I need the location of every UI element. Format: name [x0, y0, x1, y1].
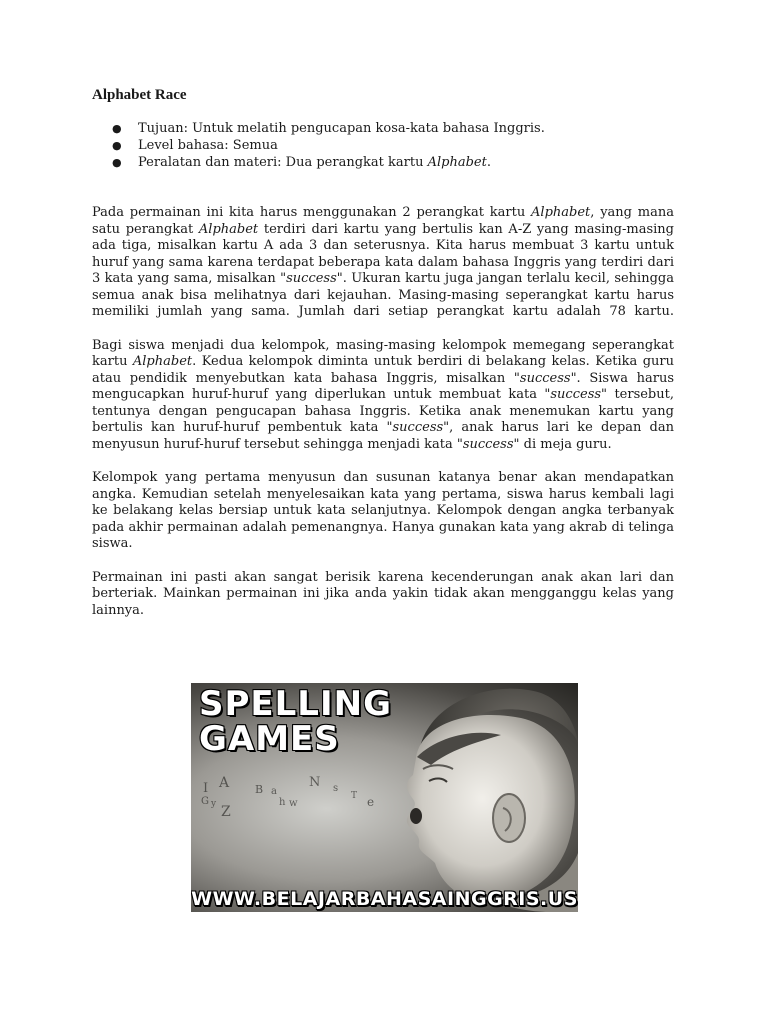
text-run: " di meja guru. — [513, 436, 612, 452]
floating-letter: N — [309, 775, 321, 790]
text-run: terdiri dari kartu yang bertulis kan A-Z yang masing-masing ada tiga, misalkan kartu A ada 3 dan seterusnya. Kita harus membuat 3 kartu untuk huruf yang sama karena terdapat beberapa kata dalam bahasa Inggris yang terdiri dari 3 kata yang sama, misalkan " — [92, 221, 674, 286]
text-run: ". Ukuran kartu juga jangan terlalu kecil, sehingga semua anak bisa melihatnya dari kejauhan. Masing-masing seperangkat kartu harus memiliki jumlah yang sama. Jumlah dari setiap perangkat kartu adalah 78 kartu. — [92, 271, 674, 319]
floating-letter: I — [203, 781, 209, 796]
bullet-icon: ● — [112, 156, 122, 169]
ear-shape — [493, 794, 525, 842]
spelling-games-image — [191, 683, 578, 912]
bullet-icon: ● — [112, 122, 122, 135]
floating-letter: B — [255, 783, 264, 796]
paragraph-scoring: Kelompok yang pertama menyusun dan susunan katanya benar akan mendapatkan angka. Kemudian setelah menyelesaikan kata yang pertama, siswa harus kembali lagi ke belakang kelas bersiap untuk kata selanjutnya. Kelompok dengan angka terbanyak pada akhir permainan adalah pemenangnya. Hanya gunakan kata yang akrab di telinga siswa. — [92, 470, 674, 551]
text-run: . Kedua kelompok diminta untuk berdiri di belakang kelas. Ketika guru atau pendidik menyebutkan kata bahasa Inggris, misalkan " — [92, 354, 674, 386]
text-run: " tersebut, tentunya dengan pengucapan bahasa Inggris. Ketika anak menemukan kartu yang bertulis kan huruf-huruf pembentuk kata " — [92, 387, 674, 435]
list-item — [112, 137, 674, 154]
image-title-line-2: GAMES — [199, 719, 340, 759]
paragraph-rules — [92, 338, 674, 454]
list-item-text: Level bahasa: Semua — [138, 138, 278, 153]
floating-letter: h — [279, 797, 286, 808]
floating-letter: a — [271, 786, 277, 797]
image-title-line-1: SPELLING — [199, 684, 392, 724]
paragraph-notes: Permainan ini pasti akan sangat berisik karena kecenderungan anak akan lari dan berteriak. Mainkan permainan ini jika anda yakin tidak akan mengganggu kelas yang lainnya. — [92, 569, 674, 618]
floating-letter: w — [289, 798, 298, 809]
text-run: ", anak harus lari ke depan dan menyusun huruf-huruf tersebut sehingga menjadi kata " — [92, 420, 674, 452]
image-url-caption: WWW.BELAJARBAHASAINGGRIS.US — [191, 888, 578, 910]
floating-letter: G — [201, 796, 209, 807]
list-item — [112, 154, 674, 171]
list-item-italic: Alphabet — [427, 155, 487, 170]
italic-run: Alphabet — [531, 205, 591, 220]
italic-run: success — [550, 387, 602, 402]
text-run: , yang mana satu perangkat — [92, 205, 674, 237]
list-item-text: Tujuan: Untuk melatih pengucapan kosa-kata bahasa Inggris. — [138, 121, 545, 136]
floating-letter: e — [367, 795, 375, 809]
italic-run: Alphabet — [198, 221, 259, 237]
italic-run: success — [462, 436, 514, 452]
text-run: ". Siswa harus mengucapkan huruf-huruf yang diperlukan untuk membuat kata " — [92, 370, 674, 402]
list-item-text-end: . — [486, 155, 491, 170]
paragraph-intro — [92, 205, 674, 321]
italic-run: success — [392, 420, 444, 435]
document-page — [92, 84, 674, 636]
floating-letter: T — [351, 791, 358, 801]
floating-letter: s — [333, 783, 339, 794]
italic-run: success — [519, 370, 571, 386]
objectives-list — [92, 120, 674, 171]
floating-letter: y — [211, 799, 217, 809]
list-item-text: Peralatan dan materi: Dua perangkat kartu — [138, 155, 428, 170]
face-shape — [407, 715, 575, 901]
italic-run: Alphabet — [132, 354, 193, 369]
text-run: Pada permainan ini kita harus menggunakan 2 perangkat kartu — [92, 205, 532, 220]
mouth-shape — [410, 808, 422, 824]
floating-letter: A — [219, 775, 230, 791]
floating-letter: Z — [221, 804, 231, 820]
text-run: Bagi siswa menjadi dua kelompok, masing-masing kelompok memegang seperangkat kartu — [92, 337, 674, 369]
bullet-icon: ● — [112, 139, 122, 152]
list-item — [112, 120, 674, 137]
document-title: Alphabet Race — [92, 87, 187, 103]
italic-run: success — [286, 271, 337, 286]
